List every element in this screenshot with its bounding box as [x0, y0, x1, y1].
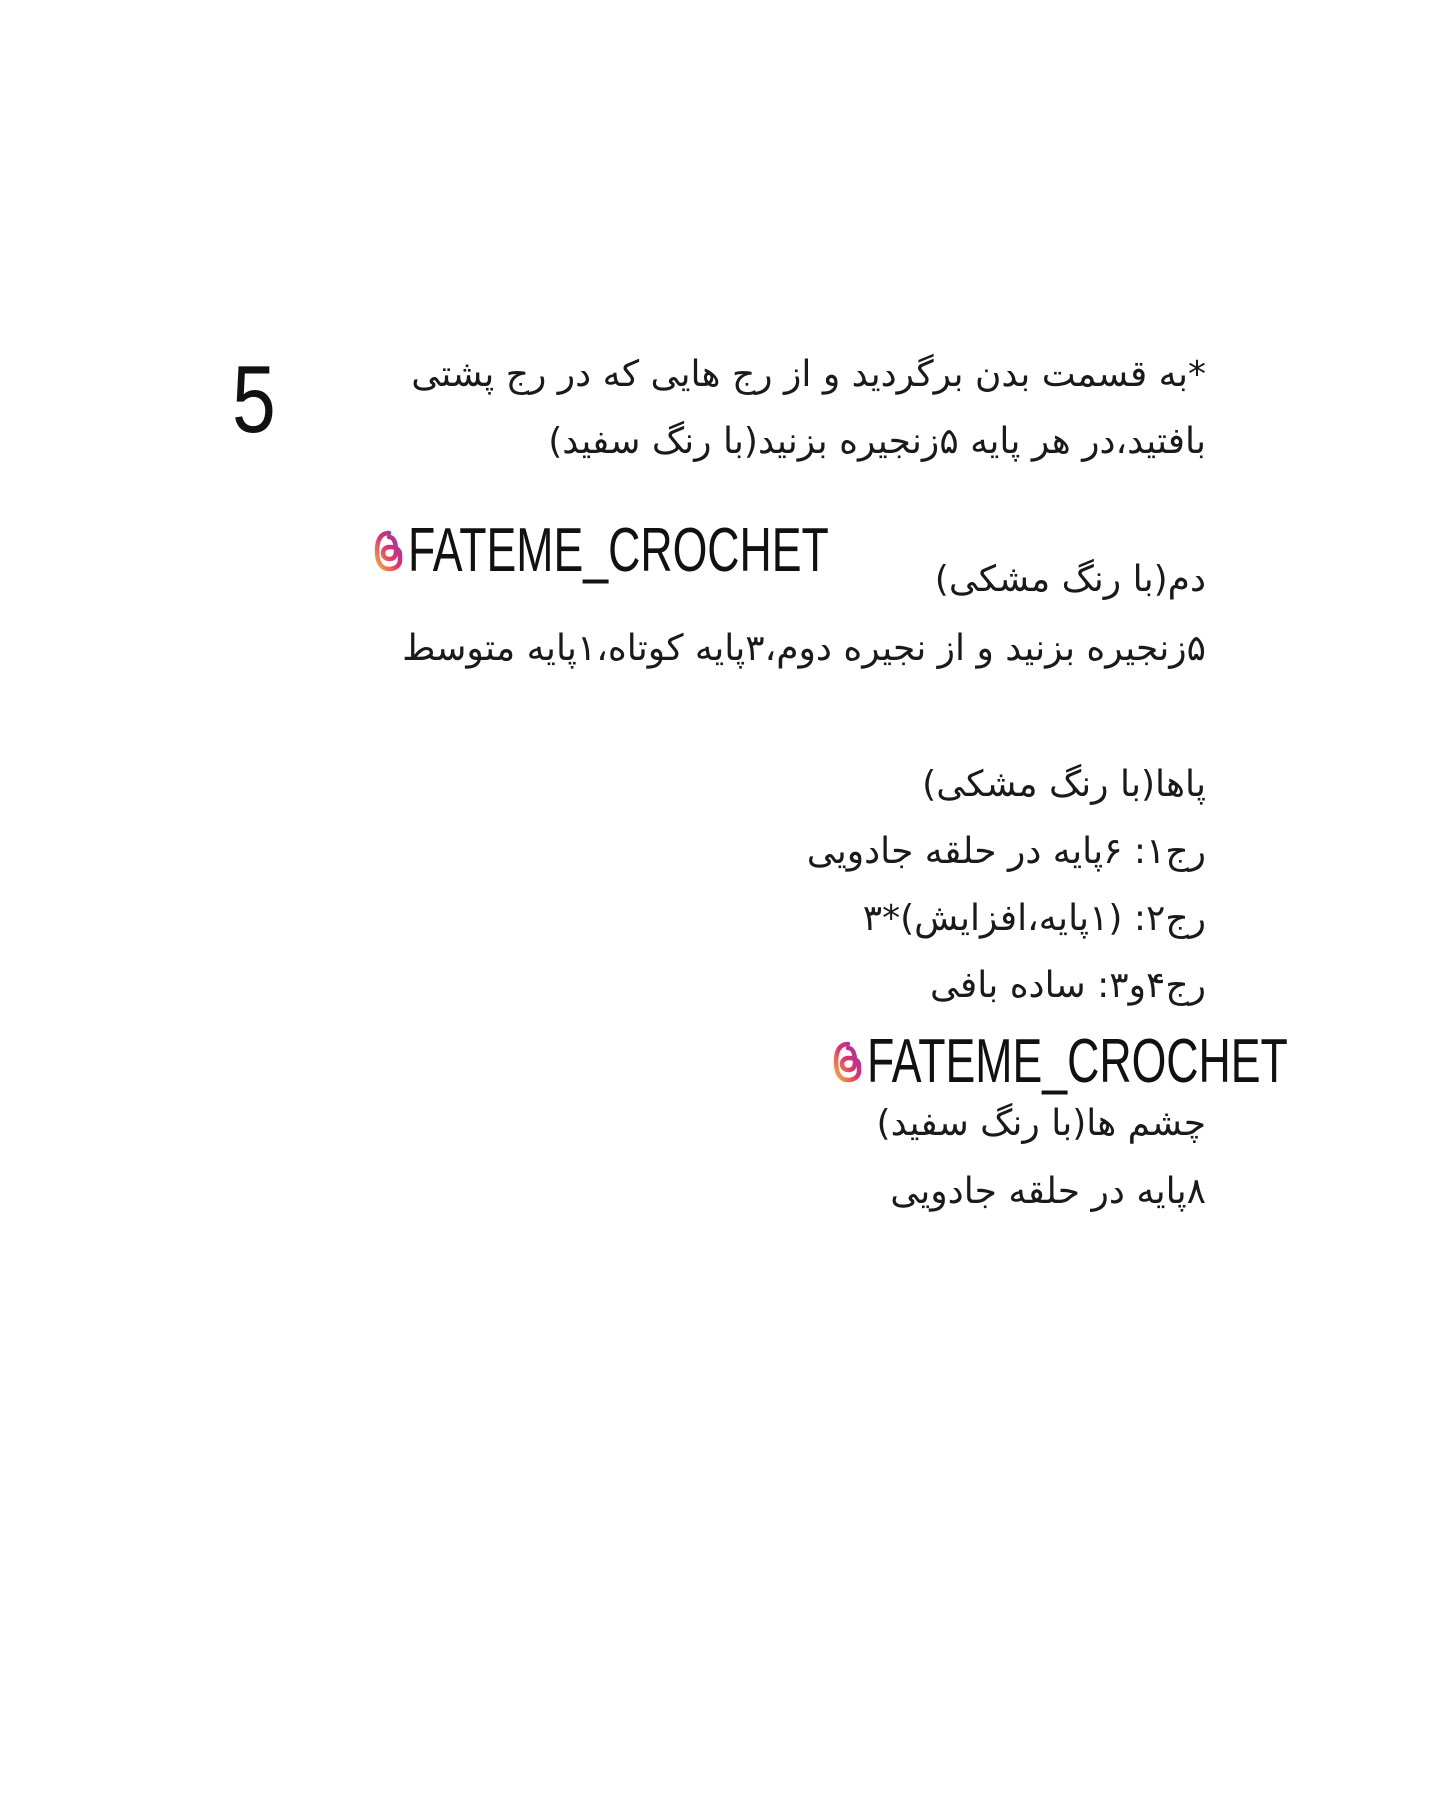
watermark-handle-1 [374, 516, 992, 585]
watermark-handle-text: FATEME_CROCHET [867, 1027, 1288, 1096]
body-instruction-line-1: *به قسمت بدن برگردید و از رج هایی که در رج پشتی [411, 354, 1206, 395]
legs-row-1: رج۱: ۶پایه در حلقه جادویی [806, 831, 1206, 872]
page-number: 5 [232, 346, 276, 453]
legs-row-3: رج۴و۳: ساده بافی [930, 965, 1206, 1006]
watermark-handle-2 [833, 1027, 1440, 1096]
tail-section-title: دم(با رنگ مشکی) [934, 559, 1206, 600]
legs-section-title: پاها(با رنگ مشکی) [922, 764, 1206, 805]
threads-icon [833, 1040, 863, 1084]
eyes-section-title: چشم ها(با رنگ سفید) [876, 1103, 1206, 1144]
threads-icon [374, 529, 404, 573]
watermark-handle-text: FATEME_CROCHET [408, 516, 829, 585]
body-instruction-line-2: بافتید،در هر پایه ۵زنجیره بزنید(با رنگ سفید) [548, 421, 1206, 462]
legs-row-2: رج۲: (۱پایه،افزایش)*۳ [862, 898, 1206, 939]
eyes-instruction-line: ۸پایه در حلقه جادویی [890, 1171, 1206, 1212]
tail-instruction-line: ۵زنجیره بزنید و از نجیره دوم،۳پایه کوتاه،۱پایه متوسط [402, 628, 1206, 669]
